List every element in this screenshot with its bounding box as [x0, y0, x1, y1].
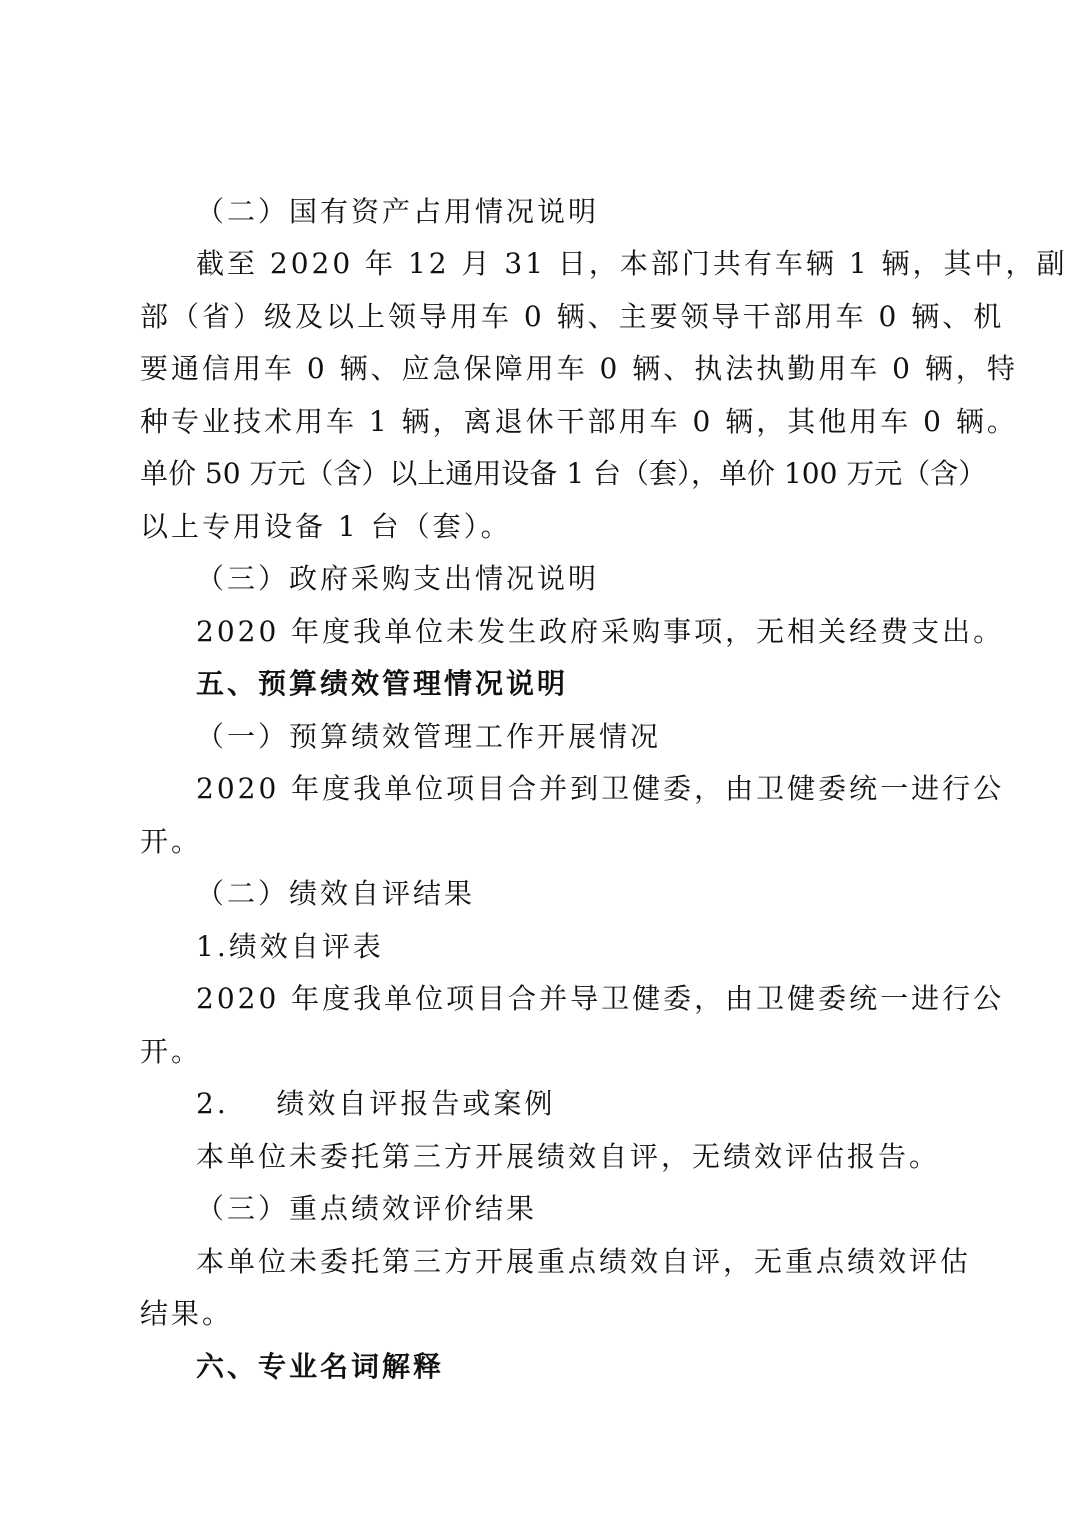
- paragraph-line: 2020 年度我单位项目合并导卫健委，由卫健委统一进行公: [196, 982, 1005, 1015]
- item-title-self-eval-table: 1.绩效自评表: [196, 930, 384, 963]
- item-title-self-eval-report: 2. 绩效自评报告或案例: [196, 1087, 556, 1120]
- paragraph-line: 本单位未委托第三方开展重点绩效自评，无重点绩效评估: [196, 1245, 972, 1278]
- paragraph-line: 种专业技术用车 1 辆，离退休干部用车 0 辆，其他用车 0 辆。: [140, 405, 1018, 438]
- paragraph-line: 以上专用设备 1 台（套）。: [140, 510, 512, 543]
- paragraph-line: 开。: [140, 825, 203, 858]
- paragraph-line: 本单位未委托第三方开展绩效自评，无绩效评估报告。: [196, 1140, 941, 1173]
- paragraph-line: 2020 年度我单位未发生政府采购事项，无相关经费支出。: [196, 615, 1005, 648]
- paragraph-line: 部（省）级及以上领导用车 0 辆、主要领导干部用车 0 辆、机: [140, 300, 1005, 333]
- paragraph-line: 开。: [140, 1035, 203, 1068]
- chapter-title-terms: 六、专业名词解释: [196, 1350, 445, 1383]
- paragraph-line: 2020 年度我单位项目合并到卫健委，由卫健委统一进行公: [196, 772, 1005, 805]
- section-title-assets: （二）国有资产占用情况说明: [196, 195, 600, 228]
- paragraph-line: 单价 50 万元（含）以上通用设备 1 台（套），单价 100 万元（含）: [140, 457, 987, 490]
- paragraph-line: 要通信用车 0 辆、应急保障用车 0 辆、执法执勤用车 0 辆，特: [140, 352, 1018, 385]
- subsection-title-work: （一）预算绩效管理工作开展情况: [196, 720, 662, 753]
- chapter-title-performance: 五、预算绩效管理情况说明: [196, 667, 569, 700]
- section-title-procurement: （三）政府采购支出情况说明: [196, 562, 600, 595]
- subsection-title-key-eval: （三）重点绩效评价结果: [196, 1192, 538, 1225]
- paragraph-line: 截至 2020 年 12 月 31 日，本部门共有车辆 1 辆，其中，副: [196, 247, 1068, 280]
- paragraph-line: 结果。: [140, 1297, 234, 1330]
- subsection-title-self-eval: （二）绩效自评结果: [196, 877, 476, 910]
